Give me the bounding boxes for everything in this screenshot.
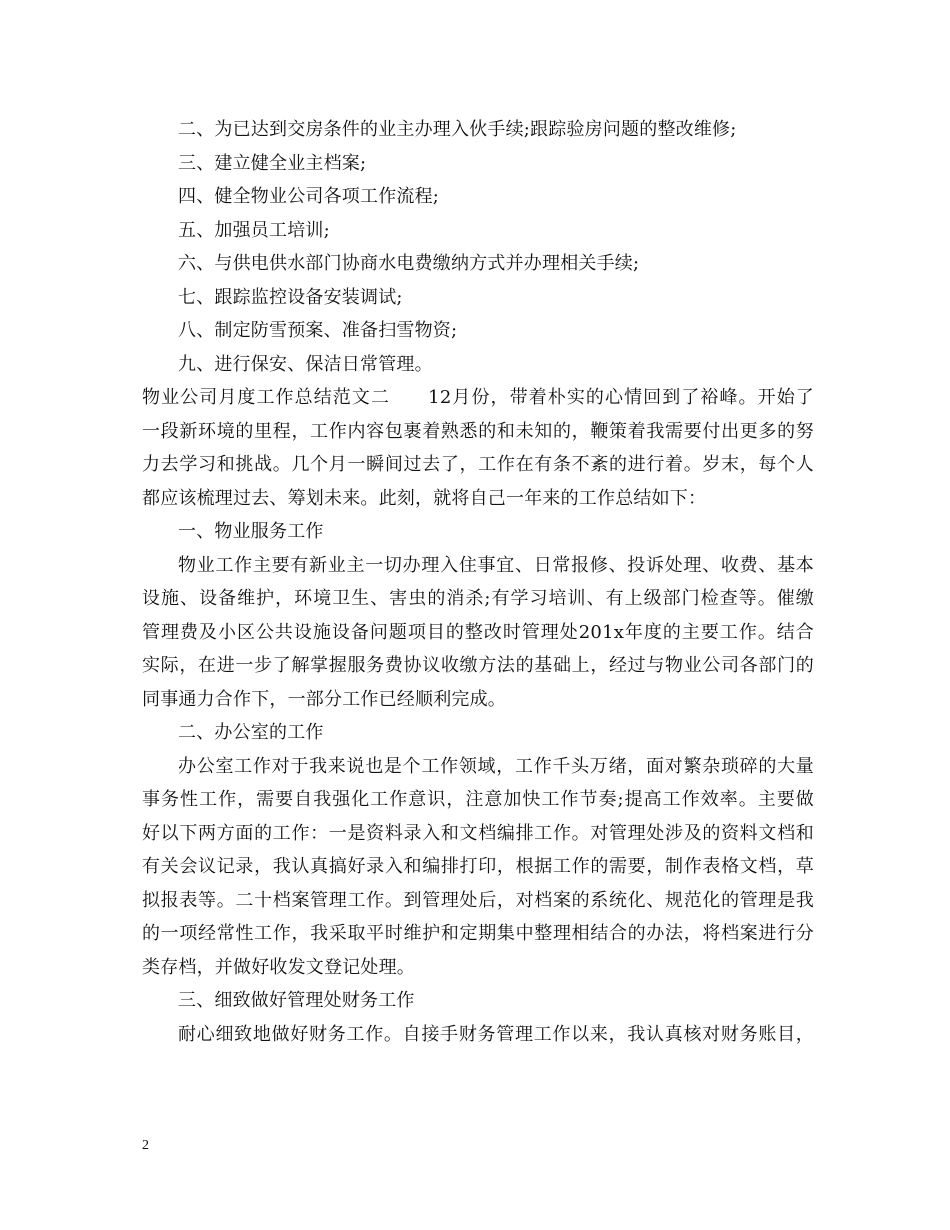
office-paragraph-line: 类存档，并做好收发文登记处理。 (142, 956, 415, 978)
office-paragraph-line: 办公室工作对于我来说也是个工作领域，工作千头万绪，面对繁杂琐碎的大量 (178, 755, 814, 777)
list-item: 九、进行保安、保洁日常管理。 (178, 353, 433, 375)
intro-paragraph-line: 物业公司月度工作总结范文二 12月份，带着朴实的心情回到了裕峰。开始了 (142, 387, 814, 408)
list-item: 八、制定防雪预案、准备扫雪物资; (178, 320, 458, 341)
office-paragraph-line: 好以下两方面的工作：一是资料录入和文档编排工作。对管理处涉及的资料文档和 (142, 822, 814, 844)
office-paragraph-line: 有关会议记录，我认真搞好录入和编排打印，根据工作的需要，制作表格文档，草 (142, 856, 814, 877)
finance-paragraph-line: 耐心细致地做好财务工作。自接手财务管理工作以来，我认真核对财务账目， (178, 1023, 814, 1045)
service-paragraph-line: 实际，在进一步了解掌握服务费协议收缴方法的基础上，经过与物业公司各部门的 (142, 655, 814, 676)
office-paragraph-line: 的一项经常性工作，我采取平时维护和定期集中整理相结合的办法，将档案进行分 (142, 923, 814, 944)
service-paragraph-line: 设施、设备维护，环境卫生、害虫的消杀;有学习培训、有上级部门检查等。催缴 (142, 588, 814, 609)
intro-paragraph-line: 力去学习和挑战。几个月一瞬间过去了，工作在有条不紊的进行着。岁末，每个人 (142, 454, 814, 475)
office-paragraph-line: 拟报表等。二十档案管理工作。到管理处后，对档案的系统化、规范化的管理是我 (142, 889, 814, 911)
section-heading-finance: 三、细致做好管理处财务工作 (178, 990, 415, 1011)
list-item: 四、健全物业公司各项工作流程; (178, 186, 440, 207)
page-number: 2 (142, 1138, 149, 1153)
list-item: 三、建立健全业主档案; (178, 152, 367, 174)
list-item: 五、加强员工培训; (178, 219, 330, 241)
document-body (142, 113, 814, 1051)
service-paragraph-line: 同事通力合作下，一部分工作已经顺利完成。 (142, 688, 506, 710)
service-paragraph-line: 物业工作主要有新业主一切办理入住事宜、日常报修、投诉处理、收费、基本 (178, 554, 814, 576)
list-item: 六、与供电供水部门协商水电费缴纳方式并办理相关手续; (178, 253, 640, 274)
office-paragraph-line: 事务性工作，需要自我强化工作意识，注意加快工作节奏;提高工作效率。主要做 (142, 789, 814, 810)
section-heading-office: 二、办公室的工作 (178, 722, 324, 743)
section-heading-service: 一、物业服务工作 (178, 521, 324, 542)
intro-paragraph-line: 都应该梳理过去、筹划未来。此刻，就将自己一年来的工作总结如下： (142, 487, 707, 509)
service-paragraph-line: 管理费及小区公共设施设备问题项目的整改时管理处201x年度的主要工作。结合 (142, 621, 814, 643)
list-item: 二、为已达到交房条件的业主办理入伙手续;跟踪验房问题的整改维修; (178, 119, 737, 140)
intro-paragraph-line: 一段新环境的里程，工作内容包裹着熟悉的和未知的，鞭策着我需要付出更多的努 (142, 420, 814, 442)
list-item: 七、跟踪监控设备安装调试; (178, 286, 403, 308)
